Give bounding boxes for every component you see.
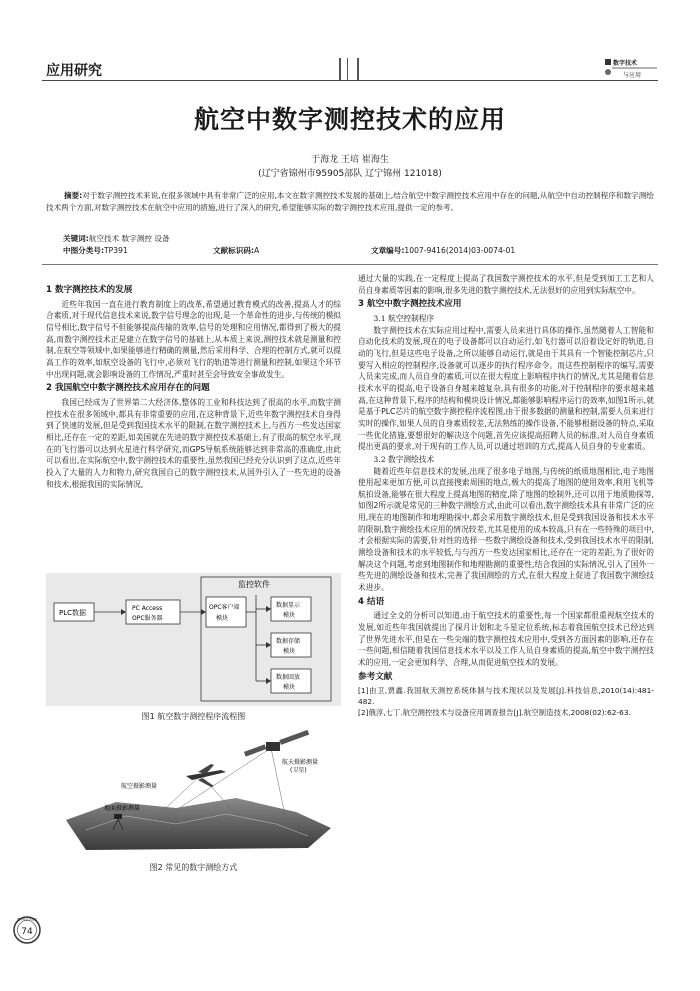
paragraph: 随着近些年信息技术的发展,出现了很多电子地图,与传统的纸质地图相比,电子地图使用起来更加方便,可以直接搜索周围的地点,极大的提高了地图的使用效率,利用飞机等航拍设备,能够在很大程度上提高地图的精度,除了地图的绘制外,还可以用于地质勘探等,如图2所示就是常见的三种数字测绘方式,由此可以看出,数字测绘技术具有非常广泛的应用,现在的地图制作和地理勘探中,都会采用数字测绘技术,但是受到我国设备和技术水平的限制,数字测绘技术应用的情况较差,尤其是使用的成本较高,只有在一些特殊的项目中,才会根据实际的需要,针对性的选择一些数字测绘设备和技术,受到我国技术水平的限制,测绘设备和技术的水平较低,与与西方一些发达国家相比,还存在一定的差距,为了很好的解决这个问题,考虑到地图制作和地理勘测的重要性,结合我国的实际情况,引入了国外一些先进的测绘设备和技术,完善了我国测绘的方式,在很大程度上促进了我国数字测绘技术进步。 <box>358 466 654 593</box>
fig1-label: PLC数据 <box>59 609 87 617</box>
section-heading: 1 数字测控技术的发展 <box>46 285 133 295</box>
fig1-label: OPC服务器 <box>132 615 163 622</box>
fig1-label: 数据存储 <box>276 638 301 645</box>
fig1-label: 模块 <box>216 615 229 622</box>
paragraph: 通过全文的分析可以知道,由于航空技术的重要性,每一个国家都很重视航空技术的发展,如近些年我国就提出了探月计划和北斗星定位系统,标志着我国航空技术已经达到了世界先进水平,但是在一些尖端的数字测控技术应用中,受到各方面因素的影响,还存在一些问题,相信随着我国信息技术水平以及工作人员自身素质的提高,航空中数字测控技术的应用,一定会更加科学、合理,从而促进航空技术的发展。 <box>358 611 654 667</box>
column-name: 应用研究 <box>46 63 102 79</box>
fig2-label: 航空摄影测量 <box>121 783 158 790</box>
figure-2-caption: 图2 常见的数字测绘方式 <box>149 863 238 872</box>
journal-logo: 数字技术 与应用 <box>603 56 657 82</box>
subsection-heading: 3.1 航空控制程序 <box>373 313 435 323</box>
fig1-label: 模块 <box>283 648 296 655</box>
reference-item: [1]由卫,贾鑫.我国航天测控系统体制与技术现状以及发展[J].科技信息,2010(14):481-482. <box>358 686 654 707</box>
authors: 于海龙 王培 崔海生 <box>311 155 389 165</box>
reference-item: [2]俄淳,七丁.航空测控技术与设备应用调查报告[J].航空制造技术,2008(02):62-63. <box>358 708 631 718</box>
header-rule <box>42 80 658 81</box>
section-rule <box>42 264 658 265</box>
section-heading: 4 结语 <box>358 596 385 607</box>
fig1-label: 数据显示 <box>276 602 301 609</box>
paragraph: 数字测控技术在实际应用过程中,需要人员来进行具体的操作,虽然随着人工智能和自动化技术的发展,现在的电子设备都可以自动运行,如飞行器可以沿着设定好的轨道,自动的飞行,但是这些电子设备,之所以能够自动运行,就是由于其具有一个智能控制芯片,只要写入相应的控制程序,设备就可以逐步的执行程序命令。而这些控制程序的编写,需要人员来完成,而人员自身的素质,可以在很大程度上影响程序执行的情况,尤其是随着信息技术水平的提高,电子设备自身越来越复杂,具有很多的功能,对于控制程序的要求越来越高,在这种背景下,程序的结构和模块设计情况,都能够影响程序运行的效率,如图1所示,就是基于PLC芯片的航空数字测控程序流程图,由于很多数据的测量和控制,需要人员来进行实时的操作,如果人员的自身素质较差,无法熟练的操作设备,不能够根据设备的特点,采取一些优化措施,要想很好的解决这个问题,首先应该提高招聘人员的标准,对人员自身素质提出更高的要求,对于现有的工作人员,可以通过培训的方式,提高人员自身的专业素质。 <box>358 325 654 452</box>
figure-2-illustration <box>46 728 341 854</box>
fig1-label: 模块 <box>283 612 296 619</box>
document-code: 文献标识码:A <box>213 246 260 255</box>
fig1-label: OPC客户端 <box>209 604 240 611</box>
paragraph: 通过大量的实践,在一定程度上提高了我国数字测控技术的水平,但是受到加工工艺和人员自身素质等因素的影响,很多先进的数字测控技术,无法很好的应用到实际航空中。 <box>358 274 654 295</box>
fig1-label: PC Access <box>132 605 163 612</box>
fig2-label: (卫星) <box>290 767 307 774</box>
abstract: 摘要:对于数字测控技术来说,在很多领域中具有非常广泛的应用,本文在数字测控技术发展的基础上,结合航空中数字测控技术应用中存在的问题,从航空中自动控制程序和数字测绘技术两个方面,对数字测控技术在航空中应用的措施,进行了深入的研究,希望能够实际的数字测控技术应用,提供一定的参考。 <box>46 191 654 212</box>
fig2-label: 地面摄影测量 <box>104 805 141 812</box>
article-number: 文章编号:1007-9416(2014)03-0074-01 <box>371 246 516 255</box>
fig1-label: 模块 <box>283 684 296 691</box>
right-column <box>358 273 654 718</box>
fig1-box-opc <box>206 597 246 627</box>
article-title: 航空中数字测控技术的应用 <box>193 105 506 134</box>
fig1-title: 监控软件 <box>238 580 270 589</box>
left-column <box>46 282 341 490</box>
header-divider <box>357 58 359 80</box>
fig1-label: 数据回放 <box>276 674 301 681</box>
badge-text: 数字技术与应用 <box>17 917 37 922</box>
section-heading: 2 我国航空中数字测控技术应用存在的问题 <box>46 383 210 394</box>
affiliation: (辽宁省锦州市95905部队 辽宁锦州 121018) <box>258 169 442 179</box>
page-number: 74 <box>21 927 33 937</box>
figure-1-flowchart <box>46 573 341 706</box>
header-divider <box>339 58 341 80</box>
paragraph: 近些年我国一直在进行教育制度上的改革,希望通过教育模式的改善,提高人才的综合素质,对于现代信息技术来说,数字信号理念的出现,是一个革命性的进步,与传统的模拟信号相比,数字信号不但能够提高传输的效率,信号的处理和应用情况,都得到了极大的提高,而数字测控技术正是建立在数字信号的基础上,从本质上来说,测控技术就是测量和控制,在航空等领域中,如果能够进行精确的测量,然后采用科学、合理的控制方式,就可以提高工作的效率,如航空设备的飞行中,必须对飞行的轨道等进行测量和控制,如果这个环节中出现问题,就会影响设备的工作情况,严重时甚至会导致安全事故发生。 <box>46 299 341 379</box>
subsection-heading: 3.2 数字测绘技术 <box>373 454 435 464</box>
keywords: 关键词:航空技术 数字测控 设备 <box>63 234 170 243</box>
page-number-badge <box>12 915 42 945</box>
figure-1-caption: 图1 航空数字测控程序流程图 <box>141 712 246 721</box>
header-divider <box>347 58 348 80</box>
paragraph: 我国已经成为了世界第二大经济体,整体的工业和科技达到了很高的水平,而数字测控技术在很多领域中,都具有非常重要的应用,在这种背景下,近些年数字测控技术自身得到了快速的发展,但是受到我国技术水平的限制,在数字测控技术上,与西方一些发达国家相比,还存在一定的差距,如美国就在先进的数字测控技术基础上,有了很高的航空水平,现在的飞行器可以达到火星进行科学研究,而GPS导航系统能够达到非常高的准确度,由此可以看出,在实际航空中,数字测控技术的重要性,虽然我国已经充分认识到了这点,近些年投入了大量的人力和物力,研究我国自己的数字测控技术,从国外引入了一些先进的设备和技术,根据我国的实际情况, <box>46 397 341 489</box>
section-heading: 3 航空中数字测控技术应用 <box>358 299 462 310</box>
references-heading: 参考文献 <box>358 671 393 682</box>
fig2-label: 航天摄影测量 <box>282 759 319 766</box>
clc-number: 中图分类号:TP391 <box>63 246 128 255</box>
